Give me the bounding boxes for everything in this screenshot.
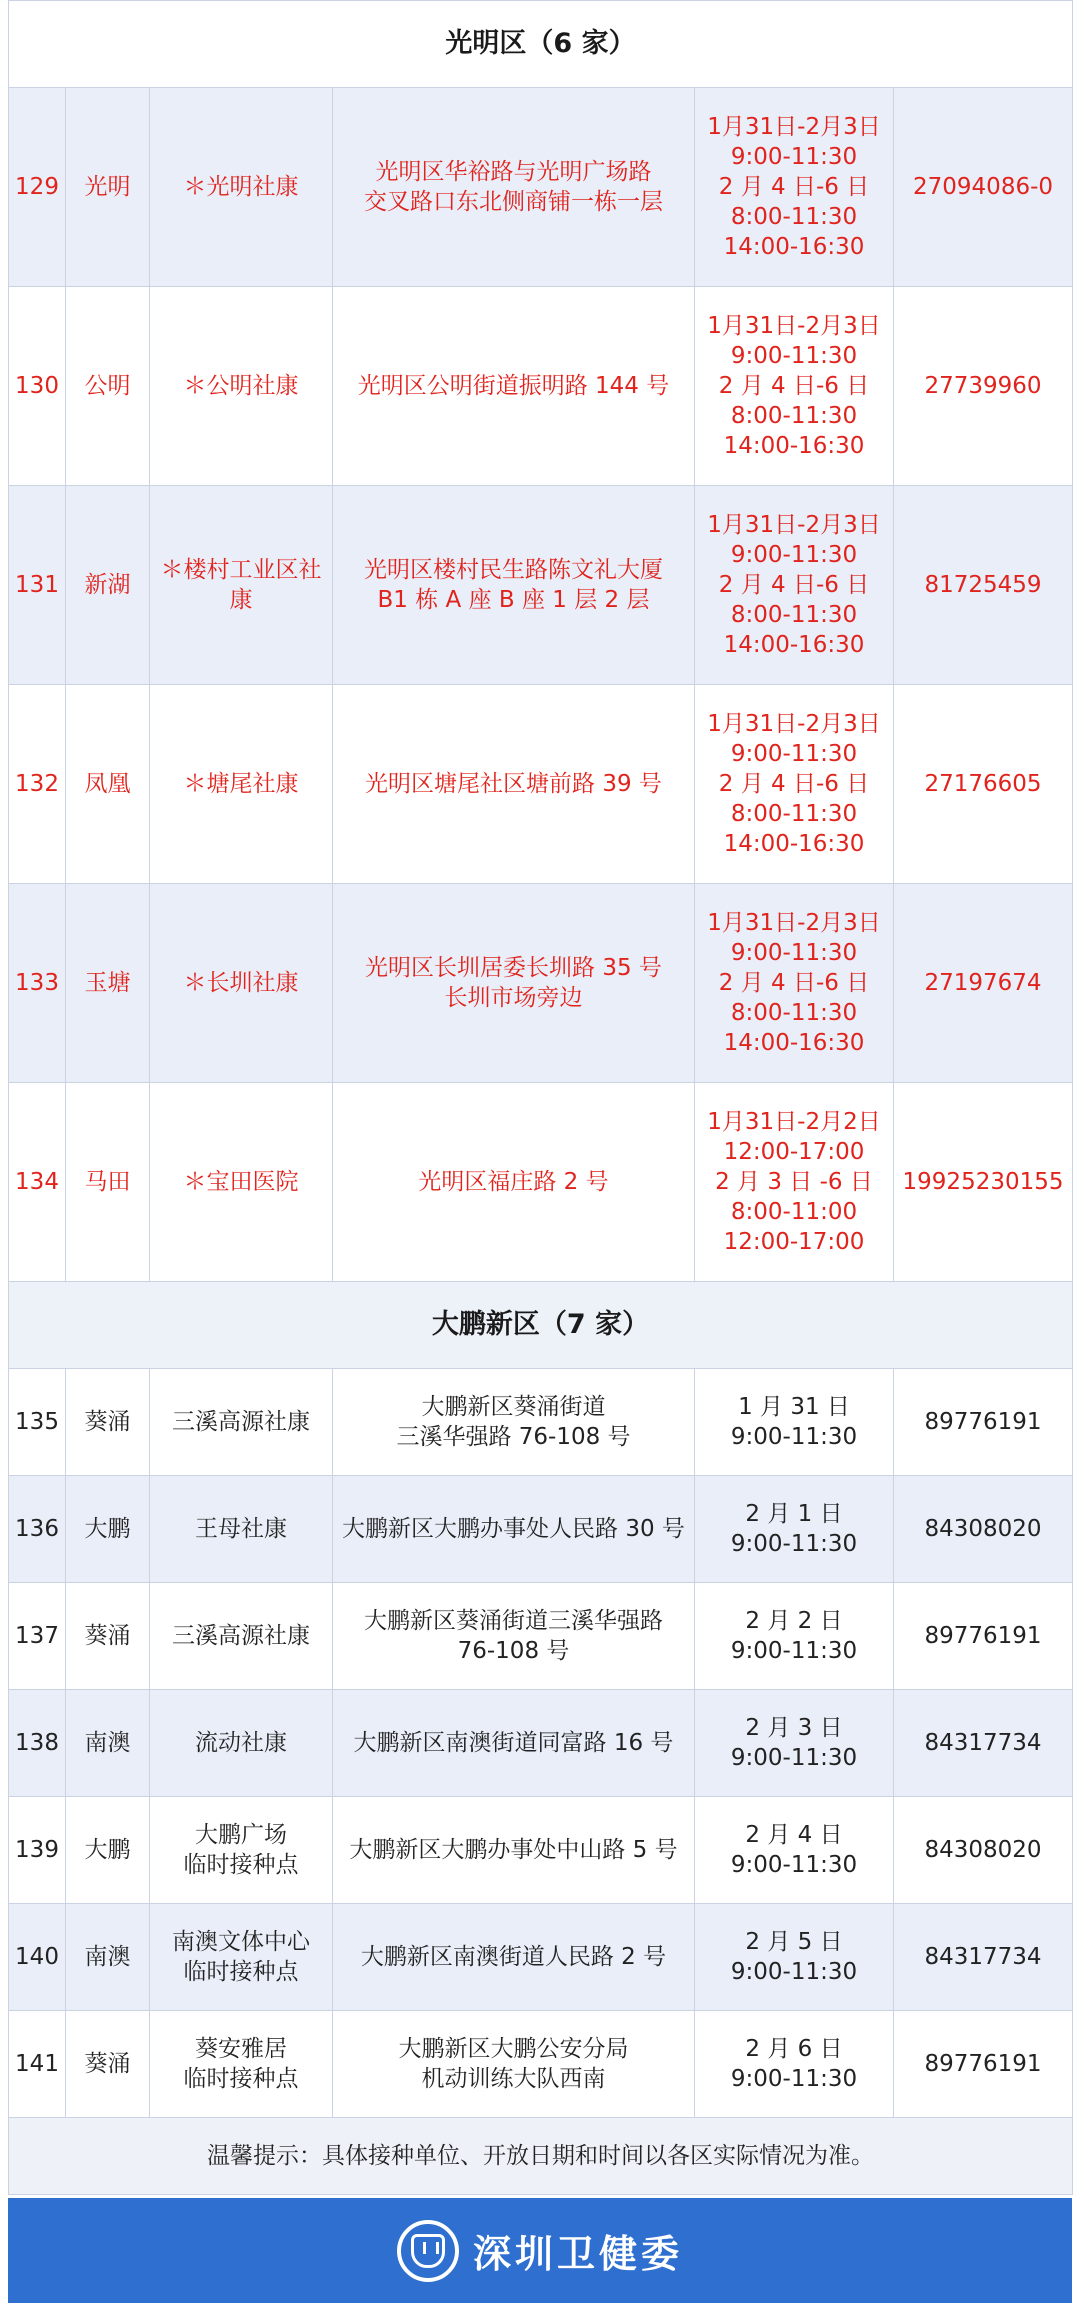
site-address	[333, 884, 695, 1083]
open-time-line: 12:00-17:00	[723, 1229, 865, 1255]
street-name: 大鹏	[66, 1797, 150, 1904]
open-time	[695, 685, 894, 884]
street-name: 葵涌	[66, 1369, 150, 1476]
open-time	[695, 2011, 894, 2118]
site-name	[150, 1690, 333, 1797]
open-time	[695, 1476, 894, 1583]
row-number: 139	[9, 1797, 66, 1904]
open-time-line: 14:00-16:30	[723, 1030, 865, 1056]
street-name: 玉塘	[66, 884, 150, 1083]
street-name: 马田	[66, 1083, 150, 1282]
open-time-line: 9:00-11:30	[730, 1959, 858, 1985]
open-time	[695, 287, 894, 486]
site-address-line: 交叉路口东北侧商铺一栋一层	[364, 189, 663, 215]
site-address	[333, 685, 695, 884]
site-address-line: 76-108 号	[457, 1638, 570, 1664]
open-time-line: 8:00-11:30	[730, 602, 858, 628]
street-name: 光明	[66, 88, 150, 287]
table-row	[9, 1583, 1073, 1690]
open-time-line: 2 月 4 日-6 日	[718, 771, 870, 797]
open-time-line: 9:00-11:30	[730, 940, 858, 966]
site-address-line: 机动训练大队西南	[421, 2066, 606, 2092]
row-number: 141	[9, 2011, 66, 2118]
row-number: 135	[9, 1369, 66, 1476]
site-address	[333, 88, 695, 287]
site-address	[333, 1369, 695, 1476]
section-title: 光明区（6 家）	[9, 1, 1073, 88]
open-time	[695, 88, 894, 287]
open-time	[695, 1690, 894, 1797]
row-number: 137	[9, 1583, 66, 1690]
site-address	[333, 287, 695, 486]
street-name: 大鹏	[66, 1476, 150, 1583]
phone-number: 27197674	[894, 884, 1073, 1083]
site-name	[150, 1369, 333, 1476]
phone-number: 27739960	[894, 287, 1073, 486]
site-name	[150, 1476, 333, 1583]
phone-number: 84308020	[894, 1476, 1073, 1583]
footer-banner	[8, 2198, 1072, 2303]
phone-number: 27176605	[894, 685, 1073, 884]
table-row	[9, 2011, 1073, 2118]
open-time-line: 2 月 3 日	[745, 1715, 843, 1741]
row-number: 132	[9, 685, 66, 884]
phone-number: 27094086-0	[894, 88, 1073, 287]
open-time-line: 1月31日-2月3日	[707, 910, 881, 936]
site-address-line: 大鹏新区大鹏办事处中山路 5 号	[349, 1837, 678, 1863]
site-name-line: 葵安雅居	[195, 2036, 287, 2062]
site-name: ＊光明社康	[150, 88, 333, 287]
section-header	[9, 1, 1073, 88]
site-address	[333, 1583, 695, 1690]
open-time-line: 1 月 31 日	[738, 1394, 850, 1420]
site-address	[333, 1690, 695, 1797]
open-time-line: 9:00-11:30	[730, 1424, 858, 1450]
open-time-line: 12:00-17:00	[723, 1139, 865, 1165]
health-commission-logo-icon	[397, 2220, 459, 2282]
row-number: 133	[9, 884, 66, 1083]
site-address	[333, 1083, 695, 1282]
row-number: 131	[9, 486, 66, 685]
row-number: 134	[9, 1083, 66, 1282]
site-address-line: 大鹏新区南澳街道同富路 16 号	[353, 1730, 674, 1756]
open-time-line: 2 月 3 日 -6 日	[715, 1169, 873, 1195]
site-name	[150, 1797, 333, 1904]
phone-number: 89776191	[894, 1369, 1073, 1476]
table-row	[9, 1904, 1073, 2011]
open-time-line: 8:00-11:00	[730, 1199, 858, 1225]
site-address-line: 大鹏新区大鹏公安分局	[398, 2036, 629, 2062]
table-row	[9, 1797, 1073, 1904]
site-name-line: 流动社康	[195, 1730, 287, 1756]
open-time-line: 1月31日-2月3日	[707, 313, 881, 339]
open-time-line: 9:00-11:30	[730, 741, 858, 767]
open-time-line: 9:00-11:30	[730, 343, 858, 369]
row-number: 138	[9, 1690, 66, 1797]
site-address	[333, 1476, 695, 1583]
open-time-line: 2 月 4 日-6 日	[718, 572, 870, 598]
site-address-line: 大鹏新区葵涌街道	[421, 1394, 606, 1420]
table-row	[9, 287, 1073, 486]
open-time-line: 2 月 4 日-6 日	[718, 970, 870, 996]
street-name: 葵涌	[66, 2011, 150, 2118]
site-name-line: 王母社康	[195, 1516, 287, 1542]
open-time-line: 9:00-11:30	[730, 1852, 858, 1878]
table-row	[9, 1476, 1073, 1583]
open-time-line: 14:00-16:30	[723, 632, 865, 658]
site-name	[150, 1583, 333, 1690]
open-time-line: 14:00-16:30	[723, 433, 865, 459]
site-address-line: 大鹏新区南澳街道人民路 2 号	[360, 1944, 667, 1970]
open-time-line: 2 月 2 日	[745, 1608, 843, 1634]
table-row	[9, 1083, 1073, 1282]
site-address-line: 光明区长圳居委长圳路 35 号	[365, 955, 662, 981]
open-time-line: 9:00-11:30	[730, 2066, 858, 2092]
phone-number: 89776191	[894, 2011, 1073, 2118]
site-name: ＊长圳社康	[150, 884, 333, 1083]
site-name-line: 临时接种点	[183, 2066, 299, 2092]
phone-number: 84317734	[894, 1690, 1073, 1797]
open-time	[695, 1369, 894, 1476]
open-time	[695, 1083, 894, 1282]
site-name: ＊公明社康	[150, 287, 333, 486]
open-time-line: 1月31日-2月2日	[707, 1109, 881, 1135]
phone-number: 84317734	[894, 1904, 1073, 2011]
site-name-line: 南澳文体中心	[172, 1929, 310, 1955]
street-name: 南澳	[66, 1904, 150, 2011]
open-time-line: 9:00-11:30	[730, 144, 858, 170]
open-time-line: 14:00-16:30	[723, 831, 865, 857]
street-name: 公明	[66, 287, 150, 486]
notice-text: 温馨提示：具体接种单位、开放日期和时间以各区实际情况为准。	[9, 2118, 1073, 2195]
phone-number: 81725459	[894, 486, 1073, 685]
site-name	[150, 1904, 333, 2011]
site-name: ＊塘尾社康	[150, 685, 333, 884]
open-time-line: 9:00-11:30	[730, 542, 858, 568]
open-time-line: 14:00-16:30	[723, 234, 865, 260]
phone-number: 19925230155	[894, 1083, 1073, 1282]
site-address-line: 大鹏新区葵涌街道三溪华强路	[364, 1608, 663, 1634]
open-time-line: 9:00-11:30	[730, 1745, 858, 1771]
open-time	[695, 1904, 894, 2011]
site-name-line: 临时接种点	[183, 1959, 299, 1985]
row-number: 140	[9, 1904, 66, 2011]
site-address-line: 光明区华裕路与光明广场路	[375, 159, 652, 185]
section-title: 大鹏新区（7 家）	[9, 1282, 1073, 1369]
site-name-line: 三溪高源社康	[172, 1623, 310, 1649]
site-address-line: 光明区福庄路 2 号	[418, 1169, 609, 1195]
table-row	[9, 884, 1073, 1083]
street-name: 凤凰	[66, 685, 150, 884]
open-time-line: 2 月 4 日	[745, 1822, 843, 1848]
vaccination-site-table	[8, 0, 1073, 2195]
open-time-line: 2 月 1 日	[745, 1501, 843, 1527]
open-time	[695, 1797, 894, 1904]
site-address	[333, 1904, 695, 2011]
site-address	[333, 2011, 695, 2118]
street-name: 南澳	[66, 1690, 150, 1797]
site-name: ＊楼村工业区社康	[150, 486, 333, 685]
open-time-line: 1月31日-2月3日	[707, 711, 881, 737]
section-header	[9, 1282, 1073, 1369]
table-row	[9, 1690, 1073, 1797]
open-time-line: 1月31日-2月3日	[707, 512, 881, 538]
site-address-line: 光明区公明街道振明路 144 号	[357, 373, 670, 399]
notice-row	[9, 2118, 1073, 2195]
open-time-line: 2 月 5 日	[745, 1929, 843, 1955]
open-time-line: 1月31日-2月3日	[707, 114, 881, 140]
site-name-line: 临时接种点	[183, 1852, 299, 1878]
site-name	[150, 2011, 333, 2118]
row-number: 130	[9, 287, 66, 486]
site-address-line: B1 栋 A 座 B 座 1 层 2 层	[377, 587, 650, 613]
open-time-line: 8:00-11:30	[730, 801, 858, 827]
open-time-line: 8:00-11:30	[730, 1000, 858, 1026]
site-address	[333, 1797, 695, 1904]
site-address-line: 三溪华强路 76-108 号	[396, 1424, 631, 1450]
open-time-line: 8:00-11:30	[730, 204, 858, 230]
open-time	[695, 486, 894, 685]
open-time-line: 8:00-11:30	[730, 403, 858, 429]
row-number: 136	[9, 1476, 66, 1583]
row-number: 129	[9, 88, 66, 287]
open-time-line: 2 月 4 日-6 日	[718, 174, 870, 200]
table-row	[9, 88, 1073, 287]
site-name-line: 大鹏广场	[195, 1822, 287, 1848]
phone-number: 89776191	[894, 1583, 1073, 1690]
footer-title: 深圳卫健委	[472, 2232, 683, 2276]
phone-number: 84308020	[894, 1797, 1073, 1904]
street-name: 新湖	[66, 486, 150, 685]
site-address	[333, 486, 695, 685]
table-row	[9, 1369, 1073, 1476]
open-time-line: 9:00-11:30	[730, 1638, 858, 1664]
open-time-line: 9:00-11:30	[730, 1531, 858, 1557]
open-time	[695, 1583, 894, 1690]
table-row	[9, 685, 1073, 884]
street-name: 葵涌	[66, 1583, 150, 1690]
table-row	[9, 486, 1073, 685]
open-time	[695, 884, 894, 1083]
site-address-line: 光明区楼村民生路陈文礼大厦	[364, 557, 663, 583]
site-name: ＊宝田医院	[150, 1083, 333, 1282]
site-address-line: 光明区塘尾社区塘前路 39 号	[365, 771, 662, 797]
site-name-line: 三溪高源社康	[172, 1409, 310, 1435]
site-address-line: 大鹏新区大鹏办事处人民路 30 号	[342, 1516, 685, 1542]
site-address-line: 长圳市场旁边	[444, 985, 583, 1011]
open-time-line: 2 月 4 日-6 日	[718, 373, 870, 399]
open-time-line: 2 月 6 日	[745, 2036, 843, 2062]
